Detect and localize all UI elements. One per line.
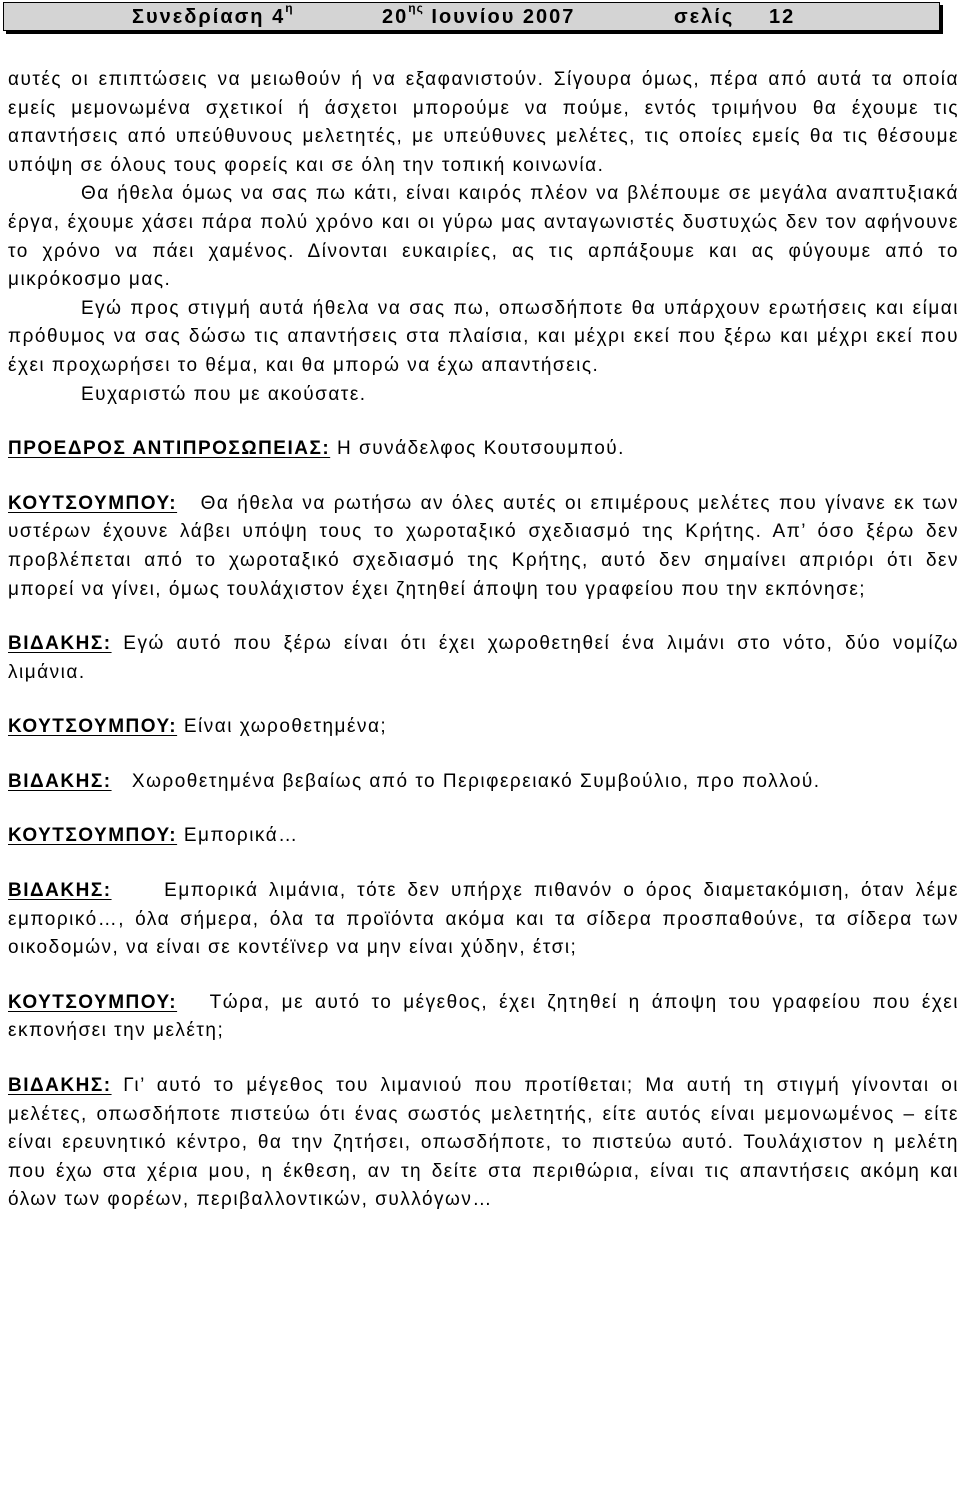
speaker-name: ΚΟΥΤΣΟΥΜΠΟΥ: — [8, 825, 178, 847]
speaker-turn — [8, 989, 959, 1046]
speech-text: Είναι χωροθετημένα; — [183, 716, 388, 738]
intro-paragraph-3: Εγώ προς στιγμή αυτά ήθελα να σας πω, οπωσδήποτε θα υπάρχουν ερωτήσεις και είμαι πρόθυμος να σας δώσω τις απαντήσεις στα πλαίσια, και μέχρι εκεί που ξέρω και μέχρι εκεί που έχει προχωρήσει το θέμα, και θα μπορώ να έχω απαντήσεις. — [8, 297, 959, 376]
page-number: 12 — [769, 6, 796, 28]
speaker-turn — [8, 822, 959, 851]
speaker-turn — [8, 713, 959, 742]
speaker-turn — [8, 1072, 959, 1215]
date-day: 20 — [382, 6, 409, 28]
speech-text: Χωροθετημένα βεβαίως από το Περιφερειακό Συμβούλιο, προ πολλού. — [131, 770, 821, 792]
date-month-year: Ιουνίου 2007 — [431, 6, 576, 28]
session-label: Συνεδρίαση 4 — [132, 6, 286, 28]
speaker-name: ΚΟΥΤΣΟΥΜΠΟΥ: — [8, 991, 178, 1013]
speaker-name: ΠΡΟΕΔΡΟΣ ΑΝΤΙΠΡΟΣΩΠΕΙΑΣ: — [8, 438, 331, 460]
date-ordinal-suffix: ης — [408, 1, 424, 16]
page-header — [3, 2, 940, 31]
speech-text: Τώρα, με αυτό το μέγεθος, έχει ζητηθεί η άποψη του γραφείου που έχει εκπονήσει την μελέτη; — [8, 991, 959, 1042]
document-body — [8, 66, 959, 1215]
speaker-name: ΒΙΔΑΚΗΣ: — [8, 770, 112, 792]
speaker-turn — [8, 630, 959, 687]
speaker-turn — [8, 877, 959, 963]
speech-text: Η συνάδελφος Κουτσουμπού. — [336, 438, 625, 460]
speaker-name: ΒΙΔΑΚΗΣ: — [8, 1075, 112, 1097]
speaker-turn — [8, 768, 959, 797]
intro-paragraph-1: αυτές οι επιπτώσεις να μειωθούν ή να εξαφανιστούν. Σίγουρα όμως, πέρα από αυτά τα οποία εμείς μεμονωμένα σχετικοί ή άσχετοι μπορούμε να πούμε, εντός τριμήνου θα έχουμε τις απαντήσεις από υπεύθυνους μελετητές, με υπεύθυνες μελέτες, τις οποίες εμείς θα τις θέσουμε υπόψη σε όλους τους φορείς και σε όλη την τοπική κοινωνία. — [8, 69, 959, 176]
intro-paragraph-2: Θα ήθελα όμως να σας πω κάτι, είναι καιρός πλέον να βλέπουμε σε μεγάλα αναπτυξιακά έργα, έχουμε χάσει πάρα πολύ χρόνο και οι γύρω μας ανταγωνιστές δυστυχώς δεν τον αφήνουνε το χρόνο να πάει χαμένος. Δίνονται ευκαιρίες, ας τις αρπάξουμε και ας φύγουμε από το μικρόκοσμο μας. — [8, 183, 959, 291]
speaker-turn — [8, 435, 959, 464]
speaker-name: ΚΟΥΤΣΟΥΜΠΟΥ: — [8, 492, 178, 514]
speaker-name: ΚΟΥΤΣΟΥΜΠΟΥ: — [8, 716, 178, 738]
speech-text: Εμπορικά λιμάνια, τότε δεν υπήρχε πιθανόν ο όρος διαμετακόμιση, όταν λέμε εμπορικό…, όλα σήμερα, όλα τα προϊόντα ακόμα και τα σίδερα προσπαθούνε, τα σίδερα των οικοδομών, να είναι σε κοντέϊνερ να μην είναι χύδην, έτσι; — [8, 880, 959, 959]
speech-text: Θα ήθελα να ρωτήσω αν όλες αυτές οι επιμέρους μελέτες που γίνανε εκ των υστέρων έχουνε λάβει υπόψη τους το χωροταξικό σχεδιασμό της Κρήτης. Απ’ όσο ξέρω δεν προβλέπεται από το χωροταξικό σχεδιασμό της Κρήτης, αυτό δεν σημαίνει απριόρι ότι δεν μπορεί να γίνει, όμως τουλάχιστον έχει ζητηθεί άποψη του γραφείου που την εκπόνησε; — [8, 492, 959, 600]
speaker-name: ΒΙΔΑΚΗΣ: — [8, 633, 112, 655]
speech-text: Εγώ αυτό που ξέρω είναι ότι έχει χωροθετηθεί ένα λιμάνι στο νότο, δύο νομίζω λιμάνια. — [8, 633, 959, 683]
speech-text: Εμπορικά… — [183, 825, 299, 847]
intro-paragraph-4: Ευχαριστώ που με ακούσατε. — [81, 383, 367, 405]
speaker-turn — [8, 490, 959, 604]
speaker-name: ΒΙΔΑΚΗΣ: — [8, 880, 112, 902]
speech-text: Γι’ αυτό το μέγεθος του λιμανιού που προτίθεται; Μα αυτή τη στιγμή γίνονται οι μελέτες, οπωσδήποτε πιστεύω ότι ένας σωστός μελετητής, είτε αυτός είναι μεμονωμένος – είτε είναι ερευνητικό κέντρο, θα την ζητήσει, οπωσδήποτε, το πιστεύω αυτό. Τουλάχιστον η μελέτη που έχω στα χέρια μου, η έκθεση, αν τη δείτε στα περιθώρια, είναι τις απαντήσεις ακόμη και όλων των φορέων, περιβαλλοντικών, συλλόγων… — [8, 1075, 960, 1211]
session-ordinal-suffix: η — [285, 1, 294, 16]
page-label: σελίς — [674, 6, 735, 28]
